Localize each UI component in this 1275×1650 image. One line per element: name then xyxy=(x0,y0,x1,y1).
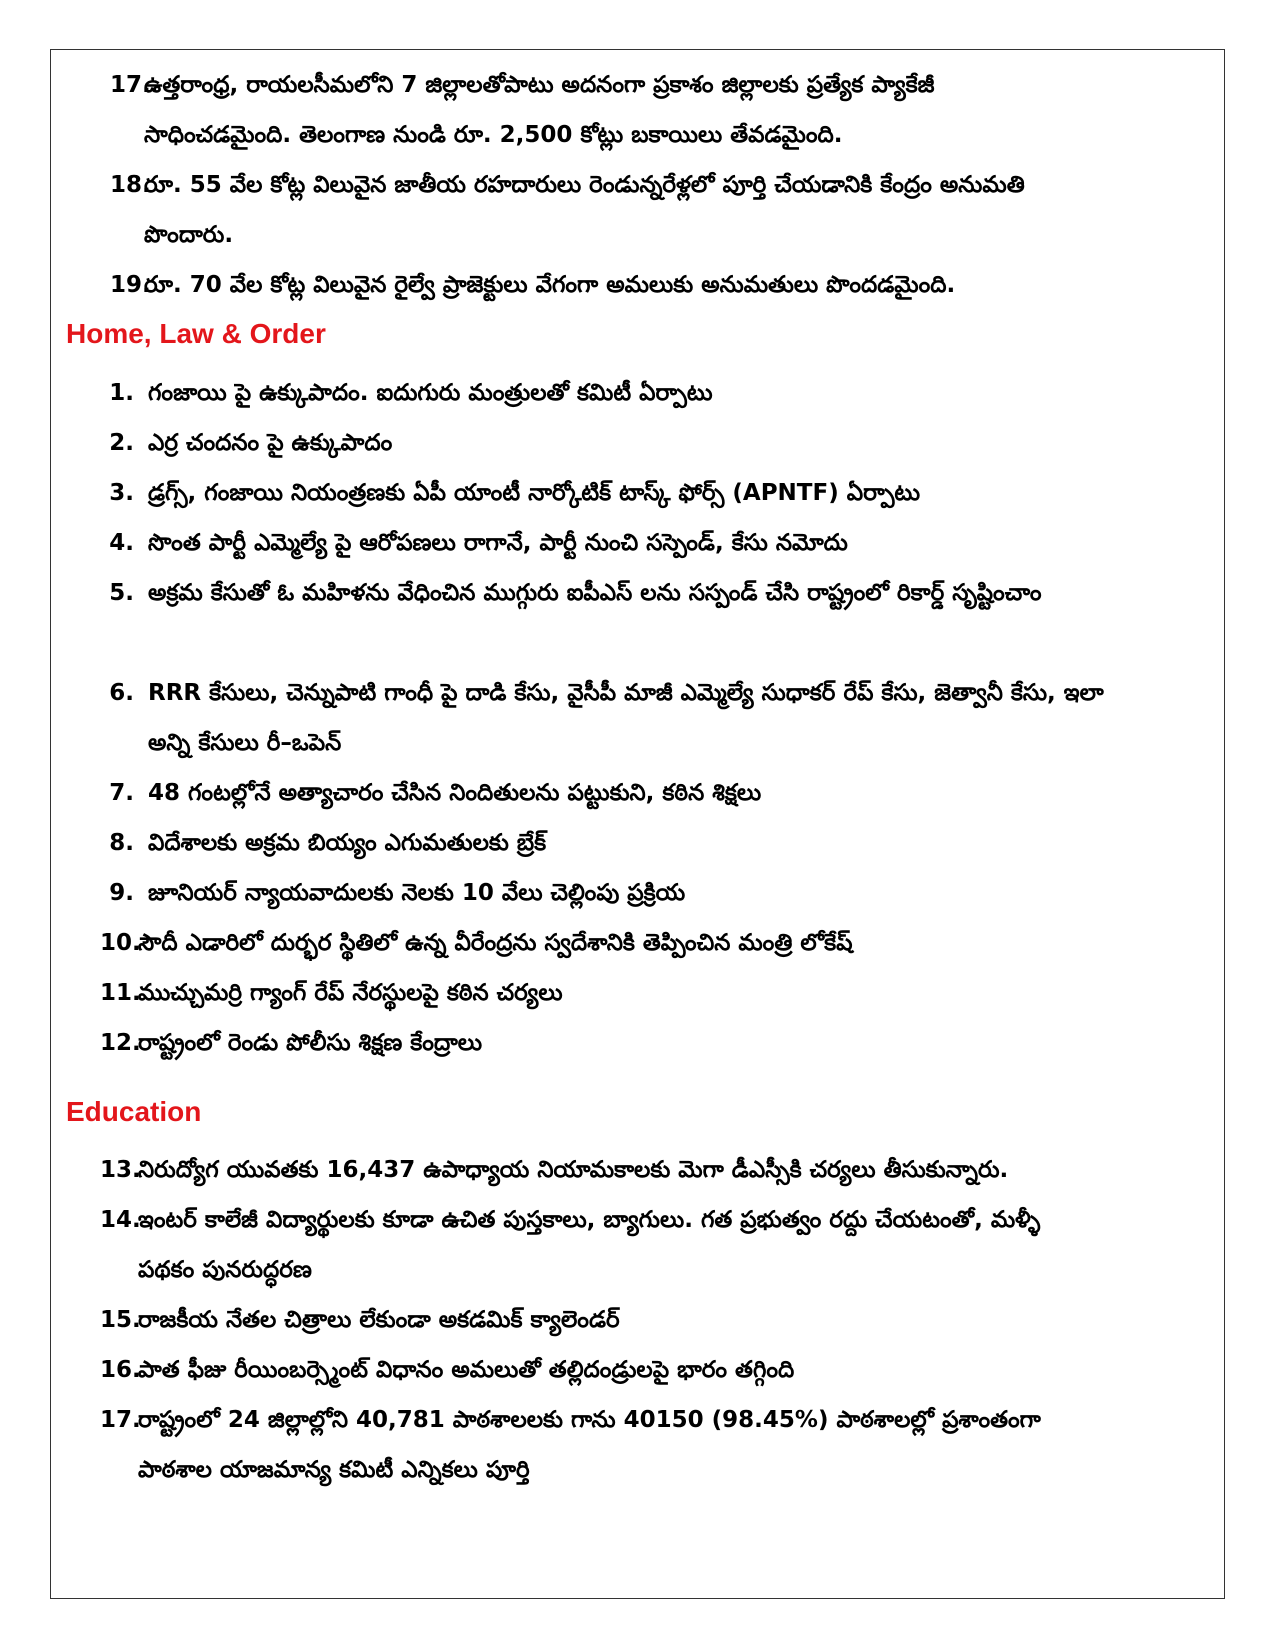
list-item-text: రాష్ట్రంలో రెండు పోలీసు శిక్షణ కేంద్రాలు xyxy=(138,1030,483,1056)
list-item-number: 19. xyxy=(110,272,151,298)
list-item-text: అక్రమ కేసుతో ఓ మహిళను వేధించిన ముగ్గురు ఐపీఎస్ లను సస్పండ్ చేసి రాష్ట్రంలో రికార్డ్ సృష్టించాం xyxy=(148,580,1042,606)
section-heading-education: Education xyxy=(66,1096,202,1127)
list-item-text: నిరుద్యోగ యువతకు 16,437 ఉపాధ్యాయ నియామకాలకు మెగా డీఎస్సీకి చర్యలు తీసుకున్నారు. xyxy=(138,1157,1009,1183)
list-item-text: రాష్ట్రంలో 24 జిల్లాల్లోని 40,781 పాఠశాలలకు గాను 40150 (98.45%) పాఠశాలల్లో ప్రశాంతంగా పాఠశాల యాజమాన్య కమిటీ ఎన్నికలు పూర్తి xyxy=(138,1407,1041,1483)
list-item-text: రాజకీయ నేతల చిత్రాలు లేకుండా అకడమిక్ క్యాలెండర్ xyxy=(138,1307,620,1333)
list-item-text: రూ. 55 వేల కోట్ల విలువైన జాతీయ రహదారులు రెండున్నరేళ్లలో పూర్తి చేయడానికి కేంద్రం అనుమతి పొందారు. xyxy=(144,172,1025,248)
list-item-text: గంజాయి పై ఉక్కుపాదం. ఐదుగురు మంత్రులతో కమిటీ ఏర్పాటు xyxy=(148,380,713,406)
list-item-number: 5. xyxy=(109,580,134,606)
list-item-number: 12. xyxy=(100,1030,141,1056)
list-item-text: రూ. 70 వేల కోట్ల విలువైన రైల్వే ప్రాజెక్టులు వేగంగా అమలుకు అనుమతులు పొందడమైంది. xyxy=(144,272,956,298)
list-item-text: ఇంటర్ కాలేజీ విద్యార్థులకు కూడా ఉచిత పుస్తకాలు, బ్యాగులు. గత ప్రభుత్వం రద్దు చేయటంతో, మళ్ళీ పథకం పునరుద్ధరణ xyxy=(138,1207,1041,1283)
list-item-number: 17. xyxy=(110,72,151,98)
list-item-number: 17. xyxy=(100,1407,141,1433)
list-item-text: డ్రగ్స్, గంజాయి నియంత్రణకు ఏపీ యాంటీ నార్కోటిక్ టాస్క్ ఫోర్స్ (APNTF) ఏర్పాటు xyxy=(148,480,921,506)
list-item-number: 16. xyxy=(100,1357,141,1383)
list-item-number: 8. xyxy=(109,830,134,856)
list-item-text: సొంత పార్టీ ఎమ్మెల్యే పై ఆరోపణలు రాగానే, పార్టీ నుంచి సస్పెండ్, కేసు నమోదు xyxy=(148,530,848,556)
list-item-number: 9. xyxy=(109,880,134,906)
section-heading-home-law-order: Home, Law & Order xyxy=(66,318,326,349)
list-item-number: 1. xyxy=(109,380,134,406)
list-item-text: పాత ఫీజు రీయింబర్స్మెంట్ విధానం అమలుతో తల్లిదండ్రులపై భారం తగ్గింది xyxy=(138,1357,795,1383)
list-item-number: 13. xyxy=(100,1157,141,1183)
list-item-number: 4. xyxy=(109,530,134,556)
list-item-number: 6. xyxy=(109,680,134,706)
list-item-text: సౌదీ ఎడారిలో దుర్భర స్థితిలో ఉన్న వీరేంద్రను స్వదేశానికి తెప్పించిన మంత్రి లోకేష్ xyxy=(138,930,853,956)
list-item-number: 15. xyxy=(100,1307,141,1333)
list-item-text: విదేశాలకు అక్రమ బియ్యం ఎగుమతులకు బ్రేక్ xyxy=(148,830,547,856)
list-item-text: జూనియర్ న్యాయవాదులకు నెలకు 10 వేలు చెల్లింపు ప్రక్రియ xyxy=(148,880,686,906)
list-item-number: 2. xyxy=(109,430,134,456)
list-item-text: ముచ్చుమర్రి గ్యాంగ్ రేప్ నేరస్థులపై కఠిన చర్యలు xyxy=(138,980,563,1006)
list-item-number: 11. xyxy=(100,980,141,1006)
list-item-number: 18. xyxy=(110,172,151,198)
list-item-text: 48 గంటల్లోనే అత్యాచారం చేసిన నిందితులను పట్టుకుని, కఠిన శిక్షలు xyxy=(148,780,762,806)
list-item-number: 14. xyxy=(100,1207,141,1233)
list-item-text: ఎర్ర చందనం పై ఉక్కుపాదం xyxy=(148,430,393,456)
list-item-text: ఉత్తరాంధ్ర, రాయలసీమలోని 7 జిల్లాలతోపాటు అదనంగా ప్రకాశం జిల్లాలకు ప్రత్యేక ప్యాకేజీ సాధించడమైంది. తెలంగాణ నుండి రూ. 2,500 కోట్లు బకాయిలు తేవడమైంది. xyxy=(144,72,935,148)
list-item-number: 7. xyxy=(109,780,134,806)
list-item-number: 10. xyxy=(100,930,141,956)
list-item-text: RRR కేసులు, చెన్నుపాటి గాంధీ పై దాడి కేసు, వైసీపీ మాజీ ఎమ్మెల్యే సుధాకర్ రేప్ కేసు, జెత్వానీ కేసు, ఇలా అన్ని కేసులు రీ–ఒపెన్ xyxy=(148,680,1104,756)
list-item-number: 3. xyxy=(109,480,134,506)
